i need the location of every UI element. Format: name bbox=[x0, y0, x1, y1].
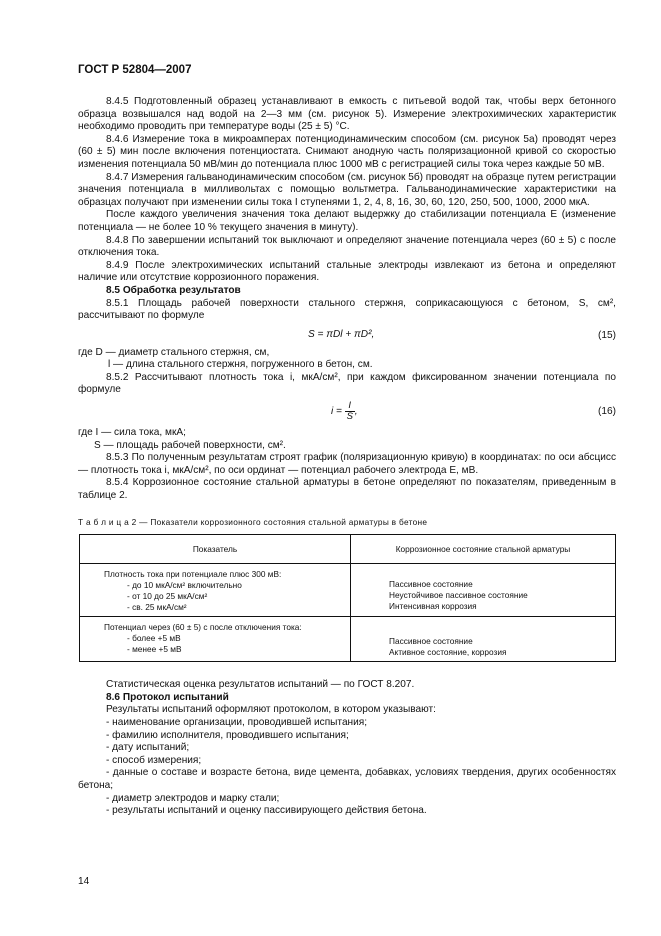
table-header-state: Коррозионное состояние стальной арматуры bbox=[351, 535, 616, 564]
paragraph-8-5-3: 8.5.3 По полученным результатам строят график (поляризационную кривую) в координатах: по оси абсцисс — плотность тока i, мкА/см², по оси ординат — потенциал рабочего электрода E, мВ. bbox=[78, 452, 616, 476]
indicator-item: - от 10 до 25 мкА/см² bbox=[127, 591, 208, 602]
formula-16-expression bbox=[331, 401, 358, 422]
list-item: - дату испытаний; bbox=[106, 742, 190, 754]
formula-16-fraction bbox=[345, 401, 355, 422]
paragraph-8-4-7: 8.4.7 Измерения гальванодинамическим способом (см. рисунок 5б) проводят на образце путем регистрации значения потенциала в милливольтах с помощью вольтметра. Гальванодинамические характеристики на образцах получают при изменении силы тока I ступенями 1, 2, 4, 8, 16, 30, 60, 120, 250, 500, 1000, 2000 мкА. bbox=[78, 171, 616, 208]
where-d: где D — диаметр стального стержня, см, bbox=[78, 346, 270, 358]
formula-16-number: (16) bbox=[598, 406, 616, 418]
section-heading-8-5: 8.5 Обработка результатов bbox=[106, 284, 241, 296]
table-cell-indicator bbox=[80, 564, 351, 617]
formula-16-denominator: S bbox=[346, 411, 353, 423]
indicator-item: - более +5 мВ bbox=[127, 633, 181, 644]
where-l: l — длина стального стержня, погруженного в бетон, см. bbox=[108, 359, 373, 371]
list-item: - фамилию исполнителя, проводившего испытания; bbox=[106, 729, 349, 741]
state-item: Пассивное состояние bbox=[389, 636, 473, 647]
table-header-indicator: Показатель bbox=[80, 535, 351, 564]
table-cell-state bbox=[351, 617, 616, 662]
where-i: где I — сила тока, мкА; bbox=[78, 427, 186, 439]
list-item: - способ измерения; bbox=[106, 754, 202, 766]
formula-16 bbox=[78, 397, 616, 427]
paragraph-8-4-9: 8.4.9 После электрохимических испытаний стальные электроды извлекают из бетона и определяют наличие или отсутствие коррозионного поражения. bbox=[78, 259, 616, 284]
state-item: Пассивное состояние bbox=[389, 579, 473, 590]
document-body bbox=[78, 96, 616, 818]
list-item: - наименование организации, проводившей испытания; bbox=[106, 717, 368, 728]
paragraph-8-4-5: 8.4.5 Подготовленный образец устанавливают в емкость с питьевой водой так, чтобы верх бетонного образца возвышался над водой на 2—3 мм (см. рисунок 5). Измерение электрохимических характеристик необходимо проводить при температуре воды (25 ± 5) °С. bbox=[78, 96, 616, 133]
paragraph-statistics: Статистическая оценка результатов испытаний — по ГОСТ 8.207. bbox=[106, 679, 415, 691]
group-title-potential: Потенциал через (60 ± 5) с после отключения тока: bbox=[104, 622, 302, 633]
paragraph-after-increase: После каждого увеличения значения тока делают выдержку до стабилизации потенциала E (изменение потенциала — не более 10 % текущего значения в минуту). bbox=[78, 209, 616, 233]
state-item: Неустойчивое пассивное состояние bbox=[389, 590, 528, 601]
table-cell-state bbox=[351, 564, 616, 617]
list-item: - диаметр электродов и марку стали; bbox=[106, 792, 280, 804]
paragraph-8-4-6: 8.4.6 Измерение тока в микроамперах потенциодинамическим способом (см. рисунок 5а) проводят через (60 ± 5) мин после включения потенциостата. Снимают анодную часть поляризационной кривой со скоростью изменения потенциала 50 мВ/мин до потенциала плюс 1000 мВ с регистрацией силы тока через каждые 50 мВ. bbox=[78, 133, 616, 170]
table-caption: Т а б л и ц а 2 — Показатели коррозионного состояния стальной арматуры в бетоне bbox=[78, 516, 428, 527]
indicator-item: - менее +5 мВ bbox=[127, 644, 182, 655]
where-s: S — площадь рабочей поверхности, см². bbox=[94, 439, 286, 451]
page-number: 14 bbox=[78, 876, 90, 887]
table-row bbox=[80, 564, 616, 617]
indicator-item: - св. 25 мкА/см² bbox=[127, 602, 187, 613]
formula-16-lhs: i = bbox=[331, 406, 345, 418]
formula-16-numerator: I bbox=[348, 400, 352, 412]
paragraph-8-5-2: 8.5.2 Рассчитывают плотность тока i, мкА/см², при каждом фиксированном значении потенциала по формуле bbox=[78, 371, 616, 396]
list-item: - результаты испытаний и оценку пассивирующего действия бетона. bbox=[106, 805, 427, 817]
formula-15-number: (15) bbox=[598, 329, 616, 341]
state-item: Интенсивная коррозия bbox=[389, 601, 477, 612]
formula-16-tail: , bbox=[354, 406, 358, 418]
state-item: Активное состояние, коррозия bbox=[389, 647, 507, 658]
group-title-current: Плотность тока при потенциале плюс 300 мВ: bbox=[104, 569, 282, 580]
paragraph-8-5-4: 8.5.4 Коррозионное состояние стальной арматуры в бетоне определяют по показателям, приведенным в таблице 2. bbox=[78, 477, 616, 502]
table-row bbox=[80, 617, 616, 662]
formula-15 bbox=[78, 323, 616, 347]
table-2 bbox=[79, 534, 616, 662]
section-heading-8-6: 8.6 Протокол испытаний bbox=[106, 691, 229, 703]
formula-15-expression: S = πDl + πD², bbox=[308, 328, 375, 340]
indicator-item: - до 10 мкА/см² включительно bbox=[127, 580, 242, 591]
paragraph-8-6: Результаты испытаний оформляют протоколом, в котором указывают: bbox=[106, 704, 436, 716]
table-cell-indicator bbox=[80, 617, 351, 662]
table-header-row bbox=[80, 535, 616, 564]
list-item: - данные о составе и возрасте бетона, виде цемента, добавках, условиях твердения, других особенностях бетона; bbox=[78, 767, 616, 791]
paragraph-8-4-8: 8.4.8 По завершении испытаний ток выключают и определяют значение потенциала через (60 ± 5) с после отключения тока. bbox=[78, 234, 616, 259]
document-header: ГОСТ Р 52804—2007 bbox=[78, 64, 192, 76]
paragraph-8-5-1: 8.5.1 Площадь рабочей поверхности стального стержня, соприкасающуюся с бетоном, S, см², рассчитывают по формуле bbox=[78, 297, 616, 322]
